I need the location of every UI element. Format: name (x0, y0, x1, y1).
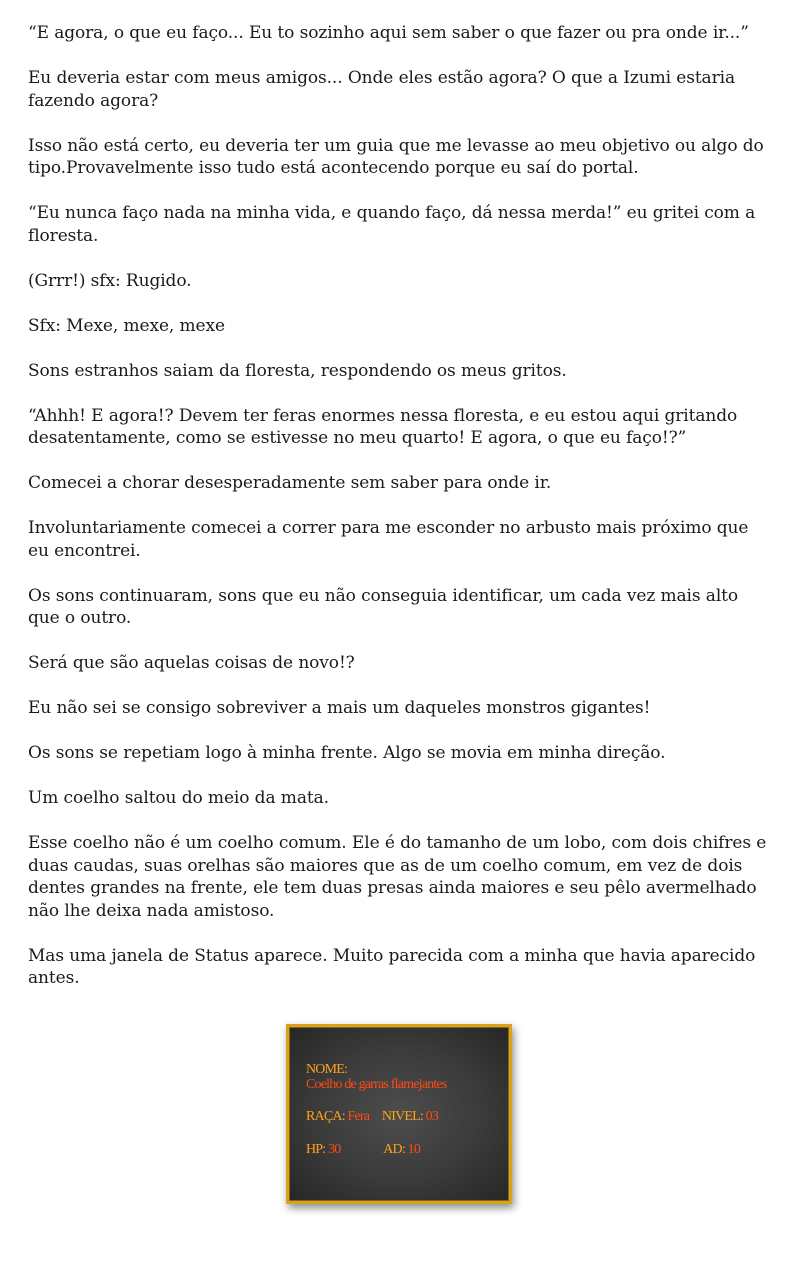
status-level-value: 03 (425, 1109, 439, 1124)
status-level-label: NIVEL: (381, 1109, 423, 1124)
paragraph: Involuntariamente comecei a correr para me esconder no arbusto mais próximo que eu encontrei. (28, 518, 749, 561)
status-hp-ad (306, 1142, 420, 1157)
status-ad-value: 10 (407, 1142, 421, 1157)
paragraph: “Ahhh! E agora!? Devem ter feras enormes nessa floresta, e eu estou aqui gritando desatentamente, como se estivesse no meu quarto! E agora, o que eu faço!?” (28, 405, 738, 448)
paragraph: Sons estranhos saiam da floresta, respondendo os meus gritos. (28, 360, 567, 381)
paragraph: Será que são aquelas coisas de novo!? (28, 653, 355, 673)
paragraph: Um coelho saltou do meio da mata. (28, 788, 329, 808)
status-race-value: Fera (347, 1109, 370, 1124)
paragraph: Mas uma janela de Status aparece. Muito parecida com a minha que havia aparecido antes. (28, 945, 756, 988)
paragraph: “E agora, o que eu faço... Eu to sozinho aqui sem saber o que fazer ou pra onde ir...” (28, 23, 749, 43)
paragraph: Eu deveria estar com meus amigos... Onde eles estão agora? O que a Izumi estaria fazendo agora? (28, 68, 735, 111)
status-name-label: NOME: (306, 1062, 348, 1077)
status-ad-label: AD: (383, 1142, 405, 1157)
paragraph: Sfx: Mexe, mexe, mexe (28, 315, 225, 336)
story-text (28, 22, 774, 1012)
paragraph: Isso não está certo, eu deveria ter um guia que me levasse ao meu objetivo ou algo do tipo.Provavelmente isso tudo está acontecendo porque eu saí do portal. (28, 135, 764, 178)
status-race-level (306, 1109, 438, 1124)
paragraph: Os sons se repetiam logo à minha frente. Algo se movia em minha direção. (28, 743, 666, 763)
status-hp-value: 30 (328, 1142, 341, 1157)
paragraph: Comecei a chorar desesperadamente sem saber para onde ir. (28, 473, 552, 493)
paragraph: Esse coelho não é um coelho comum. Ele é do tamanho de um lobo, com dois chifres e duas caudas, suas orelhas são maiores que as de um coelho comum, em vez de dois dentes grandes na frente, ele tem duas presas ainda maiores e seu pêlo avermelhado não lhe deixa nada amistoso. (28, 833, 767, 921)
paragraph: “Eu nunca faço nada na minha vida, e quando faço, dá nessa merda!” eu gritei com a floresta. (28, 203, 756, 246)
status-name-value: Coelho de garras flamejantes (306, 1077, 447, 1092)
status-race-label: RAÇA: (306, 1109, 345, 1124)
status-window (286, 1024, 512, 1204)
paragraph: (Grrr!) sfx: Rugido. (28, 270, 192, 291)
paragraph: Os sons continuaram, sons que eu não conseguia identificar, um cada vez mais alto que o outro. (28, 585, 739, 628)
paragraph: Eu não sei se consigo sobreviver a mais um daqueles monstros gigantes! (28, 698, 651, 718)
status-hp-label: HP: (306, 1142, 326, 1157)
